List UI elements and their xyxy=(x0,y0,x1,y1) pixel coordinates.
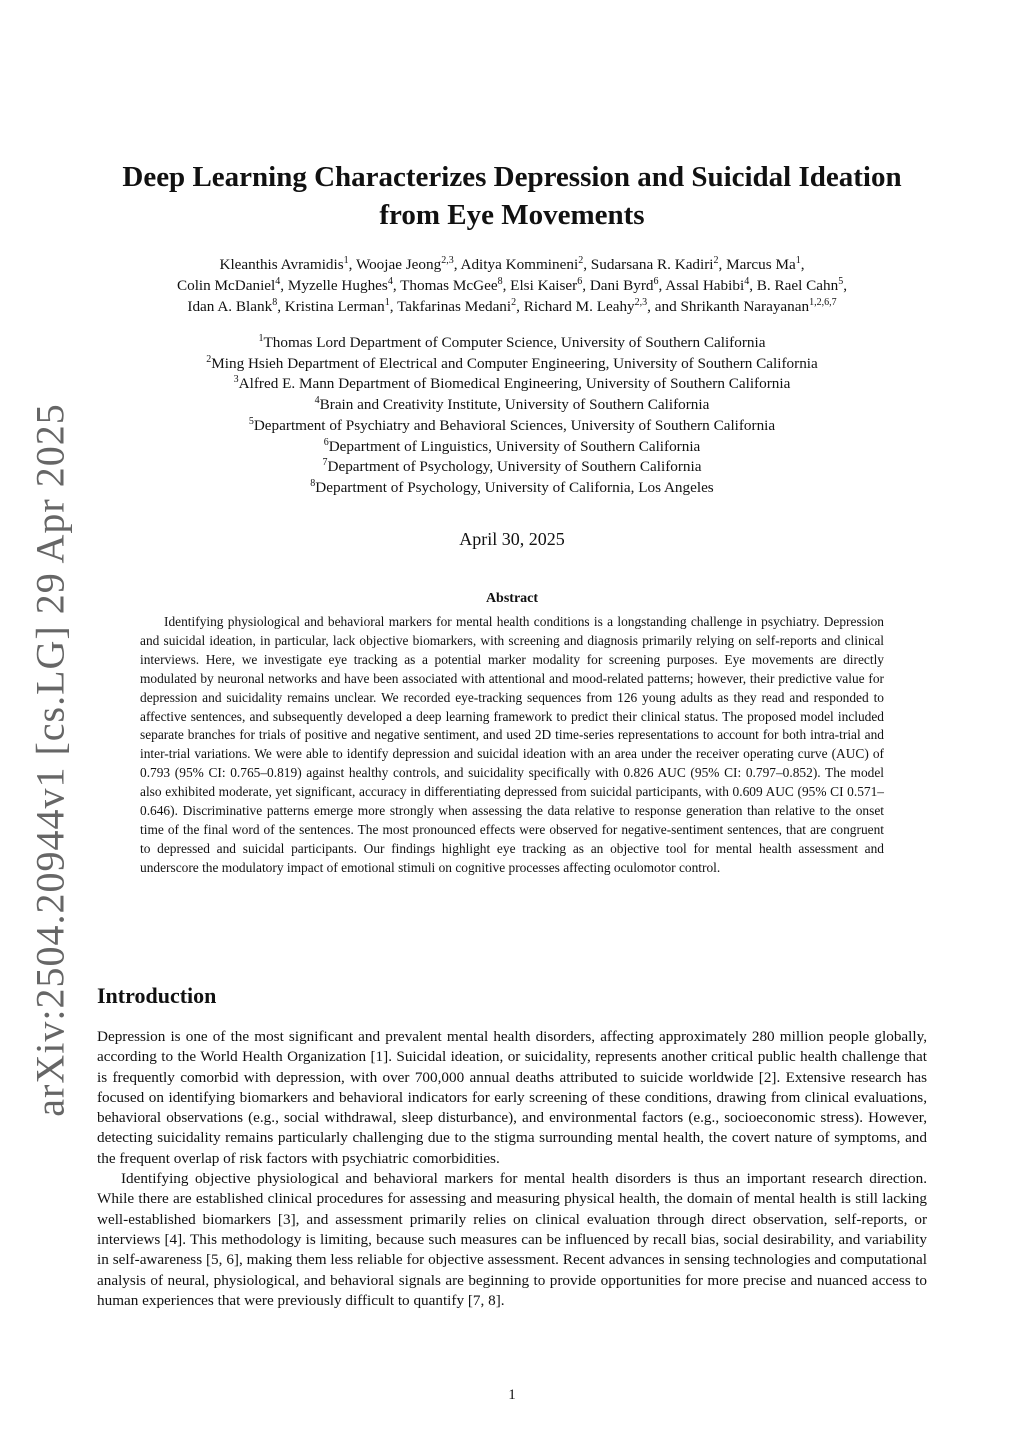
affiliation-mark: 5 xyxy=(248,415,254,427)
affiliation-mark: 6 xyxy=(323,436,329,448)
paper-title: Deep Learning Characterizes Depression and Suicidal Ideation from Eye Movements xyxy=(122,161,902,231)
affiliation-item xyxy=(96,395,928,416)
page-number: 1 xyxy=(508,1387,516,1403)
author-name: Assal Habibi xyxy=(665,277,745,294)
affiliation-text: Thomas Lord Department of Computer Science, University of Southern California xyxy=(263,334,766,351)
arxiv-identifier: arXiv:2504.20944v1 [cs.LG] 29 Apr 2025 xyxy=(27,403,73,1117)
affiliation-mark: 1 xyxy=(258,332,264,344)
affiliation-mark: 2 xyxy=(206,353,212,365)
introduction-paragraph: Depression is one of the most significant and prevalent mental health disorders, affecting approximately 280 million people globally, according to the World Health Organization [1]. Suicidal ideation, or suicidality, represents another critical public health challenge that is frequently comorbid with depression, with over 700,000 annual deaths attributed to suicide worldwide [2]. Extensive research has focused on identifying biomarkers and behavioral indicators for early screening of these conditions, drawing from clinical evaluations, behavioral observations (e.g., social withdrawal, sleep disturbance), and environmental factors (e.g., socioeconomic stress). However, detecting suicidality remains particularly challenging due to the stigma surrounding mental health, the covert nature of symptoms, and the frequent overlap of risk factors with psychiatric comorbidities. xyxy=(97,1028,927,1167)
affiliation-item xyxy=(96,374,928,395)
section-heading-introduction: Introduction xyxy=(97,983,217,1008)
author-line-3: Idan A. Blank$^8$, Kristina Lerman$^1$, Takfarinas Medani$^2$, Richard M. Leahy$^{2,3}$, and Shrikanth Narayanan$^{1,2,6,7}$ xyxy=(187,296,837,315)
author-name: Sudarsana R. Kadiri xyxy=(590,256,714,273)
author-affiliation-mark: 6 xyxy=(577,275,583,287)
author-affiliation-mark: 1 xyxy=(795,254,801,266)
author-list xyxy=(96,254,928,317)
author-name: Aditya Kommineni xyxy=(460,256,579,273)
introduction-body xyxy=(97,1027,927,1311)
author-affiliation-mark: 1 xyxy=(343,254,349,266)
author-affiliation-mark: 2 xyxy=(713,254,719,266)
affiliation-item xyxy=(96,478,928,499)
author-affiliation-mark: 5 xyxy=(838,275,844,287)
author-affiliation-mark: 2 xyxy=(511,296,517,308)
affiliation-list xyxy=(96,333,928,499)
author-name: Thomas McGee xyxy=(400,277,498,294)
author-line-1: Kleanthis Avramidis$^1$, Woojae Jeong$^{2,3}$, Aditya Kommineni$^2$, Sudarsana R. Kadiri$^2$, Marcus Ma$^1$, xyxy=(219,254,805,273)
abstract-heading: Abstract xyxy=(485,591,539,606)
author-affiliation-mark: 2,3 xyxy=(634,296,648,308)
affiliation-text: Alfred E. Mann Department of Biomedical Engineering, University of Southern California xyxy=(238,375,791,393)
affiliation-text: Ming Hsieh Department of Electrical and Computer Engineering, University of Southern California xyxy=(211,354,818,372)
affiliation-item xyxy=(96,333,928,354)
affiliation-text: Department of Linguistics, University of Southern California xyxy=(328,437,701,455)
author-name: Myzelle Hughes xyxy=(287,277,388,294)
arxiv-sidebar xyxy=(0,0,92,1448)
affiliation-text: Brain and Creativity Institute, University of Southern California xyxy=(319,396,710,414)
affiliation-mark: 7 xyxy=(322,457,328,469)
introduction-paragraph: Identifying objective physiological and behavioral markers for mental health disorders is thus an important research direction. While there are established clinical procedures for assessing and measuring physical health, the domain of mental health is still lacking well-established biomarkers [3], and assessment primarily relies on clinical evaluation through direct observation, self-reports, or interviews [4]. This methodology is limiting, because such measures can be influenced by recall bias, social desirability, and variability in self-awareness [5, 6], making them less reliable for objective assessment. Recent advances in sensing technologies and computational analysis of neural, physiological, and behavioral signals are beginning to provide opportunities for more precise and nuanced access to human experiences that were previously difficult to quantify [7, 8]. xyxy=(97,1170,927,1309)
author-name: B. Rael Cahn xyxy=(756,277,839,294)
author-name: Idan A. Blank xyxy=(187,298,273,315)
publication-date: April 30, 2025 xyxy=(459,529,565,549)
author-name: Kristina Lerman xyxy=(284,298,385,315)
author-name: Woojae Jeong xyxy=(355,256,442,273)
affiliation-mark: 3 xyxy=(233,374,239,386)
affiliation-text: Department of Psychology, University of California, Los Angeles xyxy=(315,478,714,496)
author-name: Richard M. Leahy xyxy=(523,298,635,315)
author-affiliation-mark: 4 xyxy=(275,275,281,287)
author-affiliation-mark: 4 xyxy=(744,275,750,287)
affiliation-item xyxy=(96,354,928,375)
affiliation-text: Department of Psychology, University of Southern California xyxy=(327,458,702,476)
author-affiliation-mark: 2 xyxy=(578,254,584,266)
author-name: Dani Byrd xyxy=(589,277,654,294)
author-affiliation-mark: 8 xyxy=(497,275,503,287)
affiliation-item xyxy=(96,416,928,437)
author-affiliation-mark: 8 xyxy=(272,296,278,308)
author-name: Takfarinas Medani xyxy=(397,298,512,315)
author-affiliation-mark: 1 xyxy=(384,296,390,308)
author-name: Elsi Kaiser xyxy=(510,277,578,294)
affiliation-item xyxy=(96,437,928,458)
author-name: Marcus Ma xyxy=(726,256,796,273)
author-name: Colin McDaniel xyxy=(176,277,276,294)
abstract-text: Identifying physiological and behavioral markers for mental health conditions is a longstanding challenge in psychiatry. Depression and suicidal ideation, in particular, lack objective biomarkers, with screening and diagnosis primarily relying on self-reports and clinical interviews. Here, we investigate eye tracking as a potential marker modality for screening purposes. Eye movements are directly modulated by neuronal networks and have been associated with attentional and mood-related patterns; however, their predictive value for depression and suicidality remains unclear. We recorded eye-tracking sequences from 126 young adults as they read and responded to affective sentences, and subsequently developed a deep learning framework to predict their clinical status. The proposed model included separate branches for trials of positive and negative sentiment, and used 2D time-series representations to account for both intra-trial and inter-trial variations. We were able to identify depression and suicidal ideation with an area under the receiver operating curve (AUC) of 0.793 (95% CI: 0.765–0.819) against healthy controls, and suicidality specifically with 0.826 AUC (95% CI: 0.797–0.852). The model also exhibited moderate, yet significant, accuracy in differentiating depressed from suicidal participants, with 0.609 AUC (95% CI 0.571–0.646). Discriminative patterns emerge more strongly when assessing the data relative to response generation than relative to the onset time of the final word of the sentences. The most pronounced effects were observed for negative-sentiment sentences, that are congruent to depressed and suicidal participants. Our findings highlight eye tracking as an objective tool for mental health assessment and underscore the modulatory impact of emotional stimuli on cognitive processes affecting oculomotor control. xyxy=(140,614,884,875)
author-name: Kleanthis Avramidis xyxy=(219,256,344,273)
author-name: Shrikanth Narayanan xyxy=(680,298,810,315)
author-line-2: Colin McDaniel$^4$, Myzelle Hughes$^4$, Thomas McGee$^8$, Elsi Kaiser$^6$, Dani Byrd$^6$, Assal Habibi$^4$, B. Rael Cahn$^5$, xyxy=(176,275,847,294)
affiliation-item xyxy=(96,457,928,478)
author-affiliation-mark: 4 xyxy=(387,275,393,287)
affiliation-mark: 4 xyxy=(314,395,320,407)
author-affiliation-mark: 1,2,6,7 xyxy=(809,296,837,308)
affiliation-text: Department of Psychiatry and Behavioral Sciences, University of Southern California xyxy=(253,416,776,434)
author-affiliation-mark: 2,3 xyxy=(441,254,454,266)
author-affiliation-mark: 6 xyxy=(653,275,659,287)
affiliation-mark: 8 xyxy=(310,477,316,489)
